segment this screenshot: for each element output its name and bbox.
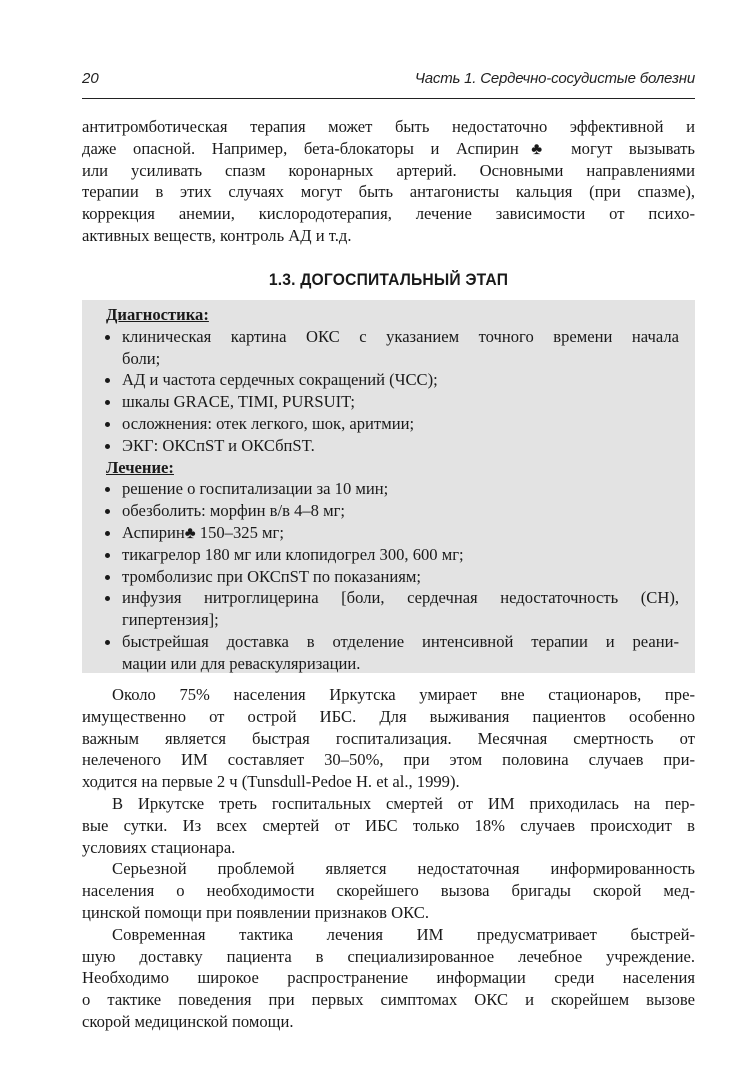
bullet-icon (105, 553, 110, 558)
diagnostics-item: ЭКГ: ОКСпST и ОКСбпST. (106, 435, 679, 457)
text-line: активных веществ, контроль АД и т.д. (82, 225, 352, 245)
text-line: о тактике поведения при первых симптомах ОКС и скорейшем вызове (82, 990, 695, 1010)
treatment-item: обезболить: морфин в/в 4–8 мг; (106, 500, 679, 522)
diagnostics-item: клиническая картина ОКС с указанием точного времени начала боли; (106, 326, 679, 370)
bullet-icon (105, 400, 110, 405)
intro-paragraph (82, 116, 695, 247)
text-line: В Иркутске треть госпитальных смертей от ИМ приходилась на пер- (112, 793, 695, 813)
text-line: населения о необходимости скорейшего вызова бригады скорой мед- (82, 881, 695, 901)
text-line: скорой медицинской помощи. (82, 1011, 294, 1031)
text-line: ходится на первые 2 ч (Tunsdull-Pedoe H. et al., 1999). (82, 772, 460, 792)
summary-box (82, 300, 695, 673)
treatment-item: тромболизис при ОКСпST по показаниям; (106, 566, 679, 588)
bullet-icon (105, 509, 110, 514)
treatment-title: Лечение: (106, 457, 174, 477)
bullet-icon (105, 422, 110, 427)
text-line: Современная тактика лечения ИМ предусматривает быстрей- (112, 924, 695, 944)
treatment-item: тикагрелор 180 мг или клопидогрел 300, 600 мг; (106, 544, 679, 566)
text-line: Серьезной проблемой является недостаточная информированность (112, 859, 695, 879)
text-line: антитромботическая терапия может быть недостаточно эффективной и (82, 117, 695, 136)
treatment-item: Аспирин♣ 150–325 мг; (106, 522, 679, 544)
text-line: коррекция анемии, кислородотерапия, лечение зависимости от психо- (82, 204, 695, 224)
treatment-item: решение о госпитализации за 10 мин; (106, 478, 679, 500)
bullet-icon (105, 531, 110, 536)
paragraph (82, 684, 695, 793)
bullet-icon (105, 378, 110, 383)
bullet-icon (105, 335, 110, 340)
diagnostics-item: АД и частота сердечных сокращений (ЧСС); (106, 369, 679, 391)
bullet-icon (105, 596, 110, 601)
part-title: Часть 1. Сердечно-сосудистые болезни (414, 70, 695, 87)
text-line: терапии в этих случаях могут быть антагонисты кальция (при спазме), (82, 182, 695, 202)
text-line: даже опасной. Например, бета-блокаторы и Аспирин♣ могут вызывать (82, 138, 695, 158)
text-line: или усиливать спазм коронарных артерий. Основными направлениями (82, 160, 695, 180)
text-line: Необходимо широкое распространение информации среди населения (82, 968, 695, 988)
body-text (82, 684, 695, 1033)
diagnostics-title: Диагностика: (106, 305, 209, 324)
running-header (82, 70, 695, 96)
text-line: важным является быстрая госпитализация. Месячная смертность от (82, 728, 695, 748)
header-rule (82, 98, 695, 99)
diagnostics-item: осложнения: отек легкого, шок, аритмии; (106, 413, 679, 435)
page-number: 20 (82, 70, 99, 87)
bullet-icon (105, 487, 110, 492)
paragraph (82, 793, 695, 858)
text-line: шую доставку пациента в специализированное лечебное учреждение. (82, 946, 695, 966)
paragraph (82, 858, 695, 923)
diagnostics-item: шкалы GRACE, TIMI, PURSUIT; (106, 391, 679, 413)
treatment-item: инфузия нитроглицерина [боли, сердечная недостаточность (СН), гипертензия]; (106, 587, 679, 631)
bullet-icon (105, 640, 110, 645)
text-line: имущественно от острой ИБС. Для выживания пациентов особенно (82, 706, 695, 726)
bullet-icon (105, 444, 110, 449)
text-line: Около 75% населения Иркутска умирает вне стационаров, пре- (112, 685, 695, 704)
treatment-item: быстрейшая доставка в отделение интенсивной терапии и реани- мации или для реваскуляризации. (106, 631, 679, 675)
paragraph (82, 924, 695, 1033)
bullet-icon (105, 575, 110, 580)
text-line: вые сутки. Из всех смертей от ИБС только 18% случаев происходит в (82, 815, 695, 835)
text-line: цинской помощи при появлении признаков ОКС. (82, 902, 429, 922)
section-heading: 1.3. ДОГОСПИТАЛЬНЫЙ ЭТАП (268, 270, 509, 289)
text-line: нелеченого ИМ составляет 30–50%, при этом половина случаев при- (82, 750, 695, 770)
text-line: условиях стационара. (82, 837, 236, 857)
